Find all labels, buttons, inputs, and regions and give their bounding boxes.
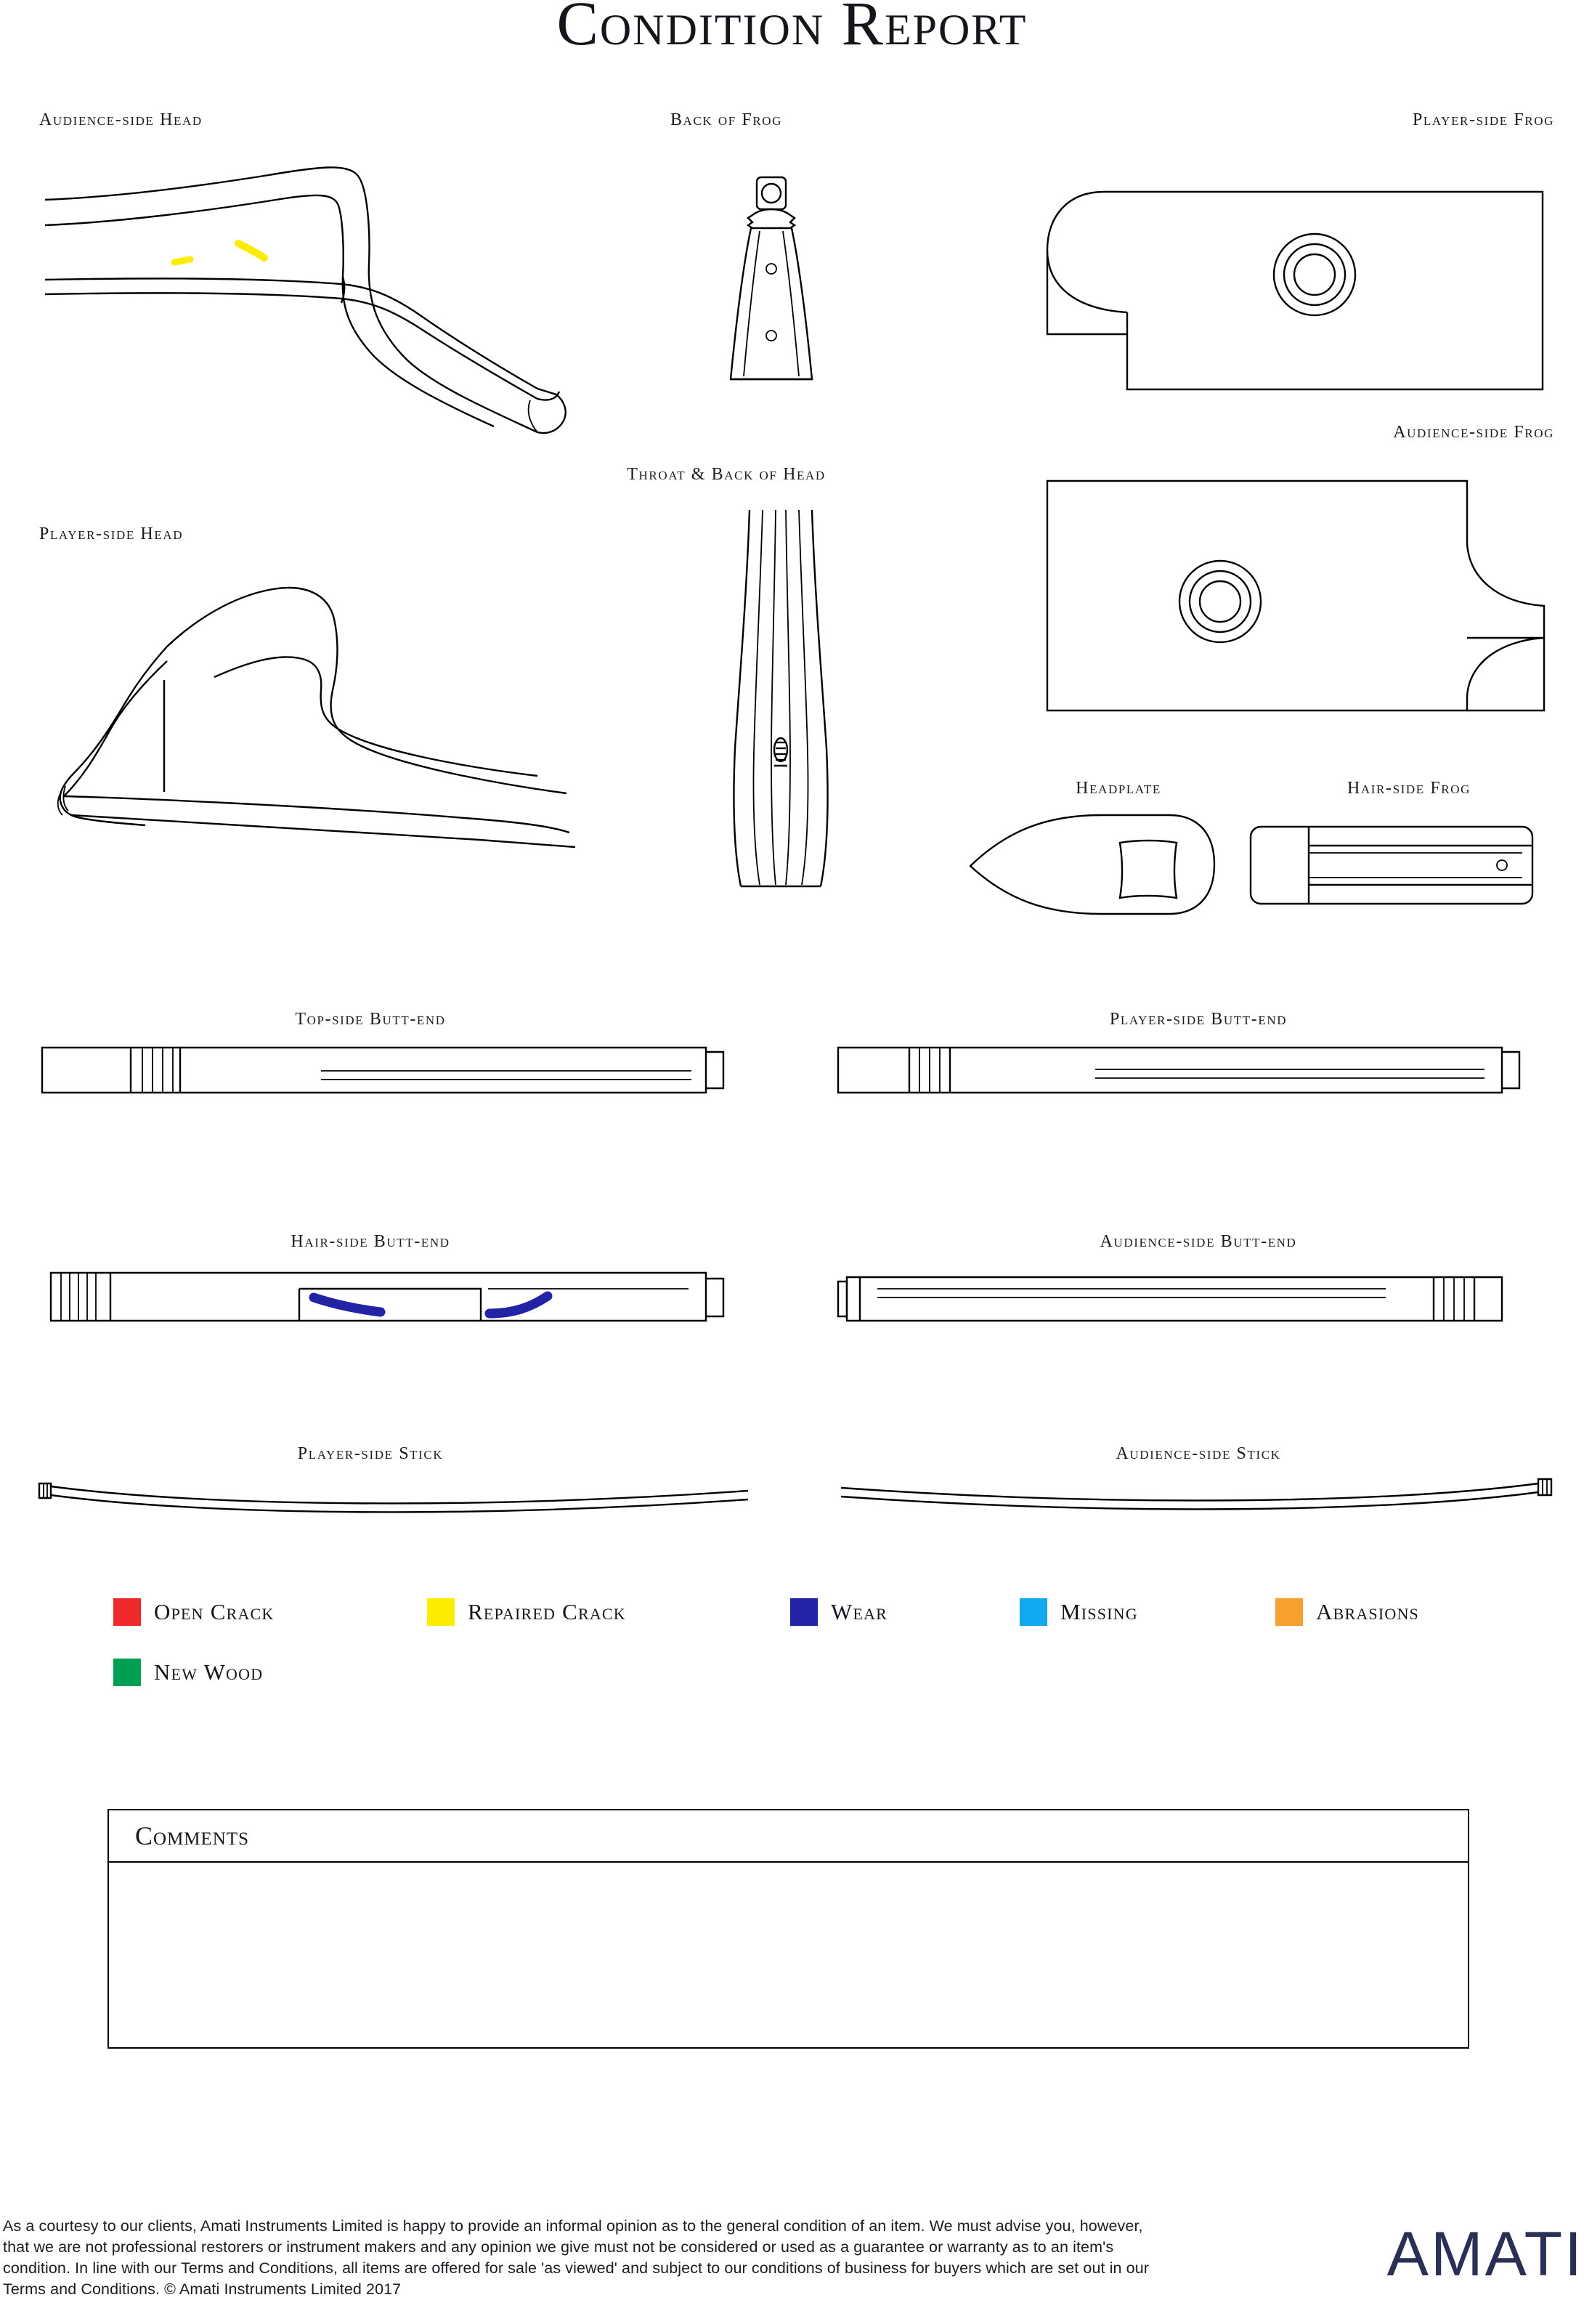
label-throat-back-of-head: Throat & Back of Head [627,465,826,484]
legend-swatch-abrasions [1275,1598,1303,1626]
label-player-side-stick: Player-side Stick [297,1444,444,1463]
label-player-side-frog: Player-side Frog [1412,110,1554,129]
comments-title: Comments [135,1821,250,1850]
legend-label-wear: Wear [831,1599,888,1624]
label-headplate: Headplate [1076,779,1161,798]
legend-label-repaired-crack: Repaired Crack [468,1599,626,1624]
diagram-player-side-frog [1034,158,1557,398]
diagram-throat-back-of-head [719,509,864,894]
diagram-player-side-stick [29,1469,763,1520]
legend-label-missing: Missing [1060,1599,1138,1624]
diagram-player-side-butt-end [834,1037,1531,1103]
legend-label-abrasions: Abrasions [1316,1599,1419,1624]
legend-swatch-missing [1020,1598,1047,1626]
legend-item-repaired-crack [427,1598,626,1626]
label-hair-side-frog: Hair-side Frog [1347,779,1471,798]
diagram-headplate [966,811,1227,920]
diagram-audience-side-head [29,142,625,461]
legend-swatch-new-wood [113,1659,141,1686]
label-player-side-head: Player-side Head [39,525,184,543]
label-audience-side-frog: Audience-side Frog [1393,423,1554,442]
diagram-hair-side-frog [1246,811,1537,920]
label-audience-side-stick: Audience-side Stick [1116,1444,1281,1463]
legend-item-new-wood [113,1659,263,1686]
diagram-audience-side-butt-end [834,1260,1531,1332]
legend-item-wear [790,1598,888,1626]
comments-box [107,1809,1469,2049]
label-audience-side-head: Audience-side Head [39,110,203,129]
legend-item-open-crack [113,1598,275,1626]
amati-logo: AMATI [1386,2219,1584,2289]
label-top-side-butt-end: Top-side Butt-end [295,1010,446,1029]
label-back-of-frog: Back of Frog [670,110,783,129]
legend-swatch-repaired-crack [427,1598,455,1626]
diagram-audience-side-frog [1034,471,1557,718]
legend-swatch-open-crack [113,1598,141,1626]
diagram-hair-side-butt-end [38,1260,735,1332]
label-player-side-butt-end: Player-side Butt-end [1109,1010,1288,1029]
page-title: Condition Report [556,0,1028,58]
comments-input[interactable] [109,1863,1468,2047]
legend-label-open-crack: Open Crack [154,1599,275,1624]
footer-disclaimer: As a courtesy to our clients, Amati Instruments Limited is happy to provide an informal opinion as to the general condition of an item. We must advise you, however, that we are not professional restorers or instrument makers and any opinion we give must not be considered or used as a guarantee or warranty as to an item's condition. In line with our Terms and Conditions, all items are offered for sale 'as viewed' and subject to our conditions of business for buyers which are set out in our Terms and Conditions. © Amati Instruments Limited 2017 [3,2217,1150,2298]
legend-item-abrasions [1275,1598,1419,1626]
diagram-audience-side-stick [834,1469,1567,1520]
legend-label-new-wood: New Wood [154,1659,264,1685]
label-audience-side-butt-end: Audience-side Butt-end [1100,1232,1297,1251]
label-hair-side-butt-end: Hair-side Butt-end [291,1232,450,1251]
legend-swatch-wear [790,1598,818,1626]
diagram-player-side-head [29,552,625,857]
diagram-back-of-frog [719,174,864,407]
diagram-top-side-butt-end [38,1037,735,1103]
legend-item-missing [1020,1598,1138,1626]
comments-header [109,1810,1468,1863]
